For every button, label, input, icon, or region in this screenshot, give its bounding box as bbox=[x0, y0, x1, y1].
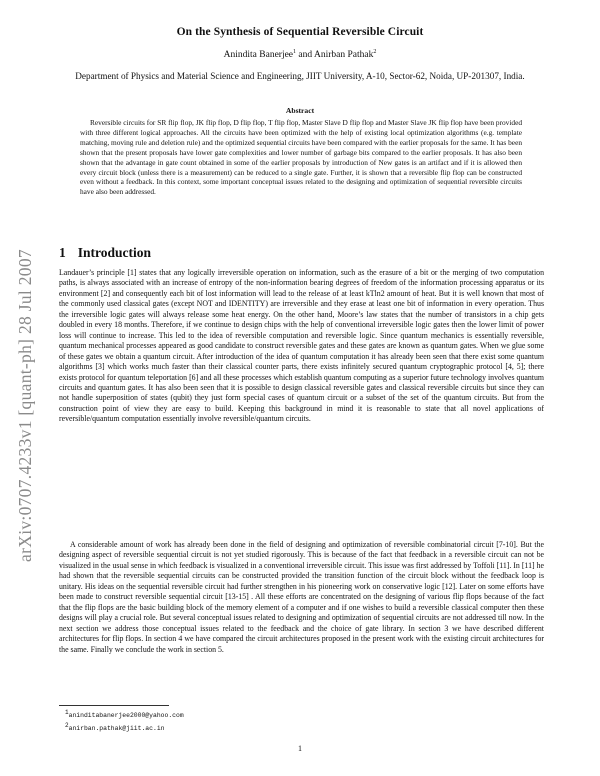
author-line bbox=[0, 49, 600, 60]
author-connector: and bbox=[296, 50, 314, 61]
author-name: Anirban Pathak bbox=[313, 50, 374, 61]
affiliation: Department of Physics and Material Science and Engineering, JIIT University, A-10, Sector-62, Noida, UP-201307, India. bbox=[75, 71, 525, 81]
footnote-mark: 2 bbox=[65, 721, 69, 729]
arxiv-sidebar-stamp bbox=[10, 195, 40, 615]
footnote-email: anirban.pathak@jiit.ac.in bbox=[68, 724, 165, 732]
abstract-text: Reversible circuits for SR flip flop, JK flip flop, D flip flop, T flip flop, Master Slave D flip flop and Master Slave JK flip flop have been provided with three different logical approaches. All the circuits have been optimized with the help of existing local optimization algorithms (e.g. template matching, moving rule and deletion rule) and the optimized sequential circuits have been compared with the earlier proposals for the same. It has been shown that the present proposals have lower gate complexities and lower number of garbage bits compared to the earlier proposals. It has also been shown that the advantage in gate count obtained in some of the earlier proposals by introduction of New gates is an artifact and if it is allowed then every circuit block (unless there is a measurement) can be reduced to a single gate. Further, it is shown that a reversible flip flop can be constructed even without a feedback. In this context, some important conceptual issues related to the designing and optimization of sequential reversible circuits have also been addressed. bbox=[80, 118, 522, 197]
section-number: 1 bbox=[59, 245, 66, 260]
body-paragraph: Landauer’s principle [1] states that any logically irreversible operation on information, such as the erasure of a bit or the merging of two computation paths, is always associated with an increase of entropy of the non-information bearing degrees of freedom of the information processing apparatus or its environment [2] and consequently each bit of lost information will lead to the release of at least kTln2 amount of heat. But it is well known that most of the commonly used classical gates (except NOT and IDENTITY) are irreversible and they erase at least one bit of information in every operation. Thus the irreversible logic gates will always release some heat energy. On the other hand, Moore’s law states that the number of transistors in a chip gets doubled in every 18 months. Therefore, if we continue to design chips with the help of conventional irreversible logic gates then the lower limit of power loss will continue to increase. This led to the idea of reversible computation and reversible logic. Since quantum mechanics is essentially reversible, quantum mechanical processes appeared as good candidate to construct reversible gates and these gates are known as quantum gates. When we glue some of these gates we obtain a quantum circuit. After introduction of the idea of quantum computation it has already been seen that there exist some quantum algorithms [3] which works much faster than their classical counter parts, there exists infinitely secured quantum cryptographic protocol [4, 5]; there exists protocol for quantum teleportation [6] and all these processes which establish quantum computing as a superior future technology involves quantum circuits and quantum gates. It has also been seen that it is possible to design classical reversible gates and classical reversible circuits but since they can not handle superposition of states (qubit) they just form special cases of quantum circuit or a subset of the set of the quantum circuits. But from the construction point of view they are easy to build. Keeping this background in mind it is reasonable to state that all novel applications of reversible/quantum computation essentially involve reversible/quantum circuits. bbox=[59, 268, 544, 424]
footnote-mark: 1 bbox=[65, 709, 69, 716]
footnote-divider bbox=[59, 705, 169, 706]
author-name: Anindita Banerjee bbox=[223, 50, 294, 61]
footnote bbox=[65, 721, 184, 734]
footnote bbox=[65, 708, 184, 721]
footnote-mark: 1 bbox=[293, 49, 297, 55]
abstract-heading: Abstract bbox=[285, 106, 315, 115]
page-number: 1 bbox=[298, 744, 302, 753]
footnote-email: aninditabanerjee2000@yahoo.com bbox=[68, 712, 184, 720]
footnotes bbox=[65, 708, 184, 733]
paper-title: On the Synthesis of Sequential Reversible Circuit bbox=[176, 26, 424, 38]
body-paragraph: A considerable amount of work has already been done in the field of designing and optimization of reversible combinatorial circuit [7-10]. But the designing aspect of reversible sequential circuit is not yet studied rigorously. This is because of the fact that feedback in a reversible circuit can not be visualized in the usual sense in which feedback is visualized in a conventional irreversible circuit. This issue was first addressed by Toffoli [11]. In [11] he had shown that the reversible sequential circuits can be constructed provided the transition function of the circuit block without the feedback loop is unitary. His ideas on the sequential reversible circuit had further strengthen in his pioneering work on conservative logic [12]. Later on some efforts have been made to construct reversible sequential circuit [13-15] . All these efforts are concentrated on the designing of various flip flops because of the fact that the flip flops are the basic building block of the memory element of a computer and if one wishes to build a reversible classical computer then these designs will play a crucial role. But several conceptual issues related to designing and optimization of sequential circuits are not addressed till now. In the next section we address those conceptual issues related to the feedback and the choice of gate library. In section 3 we have described different architectures for flip flops. In section 4 we have compared the circuit architectures proposed in the present work with the existing circuit architectures for the same. Finally we conclude the work in section 5. bbox=[59, 540, 544, 654]
footnote-mark: 2 bbox=[373, 49, 377, 55]
section-title: Introduction bbox=[77, 245, 152, 260]
arxiv-identifier: arXiv:0707.4233v1 [quant-ph] 28 Jul 2007 bbox=[14, 248, 35, 562]
section-heading bbox=[59, 245, 151, 261]
